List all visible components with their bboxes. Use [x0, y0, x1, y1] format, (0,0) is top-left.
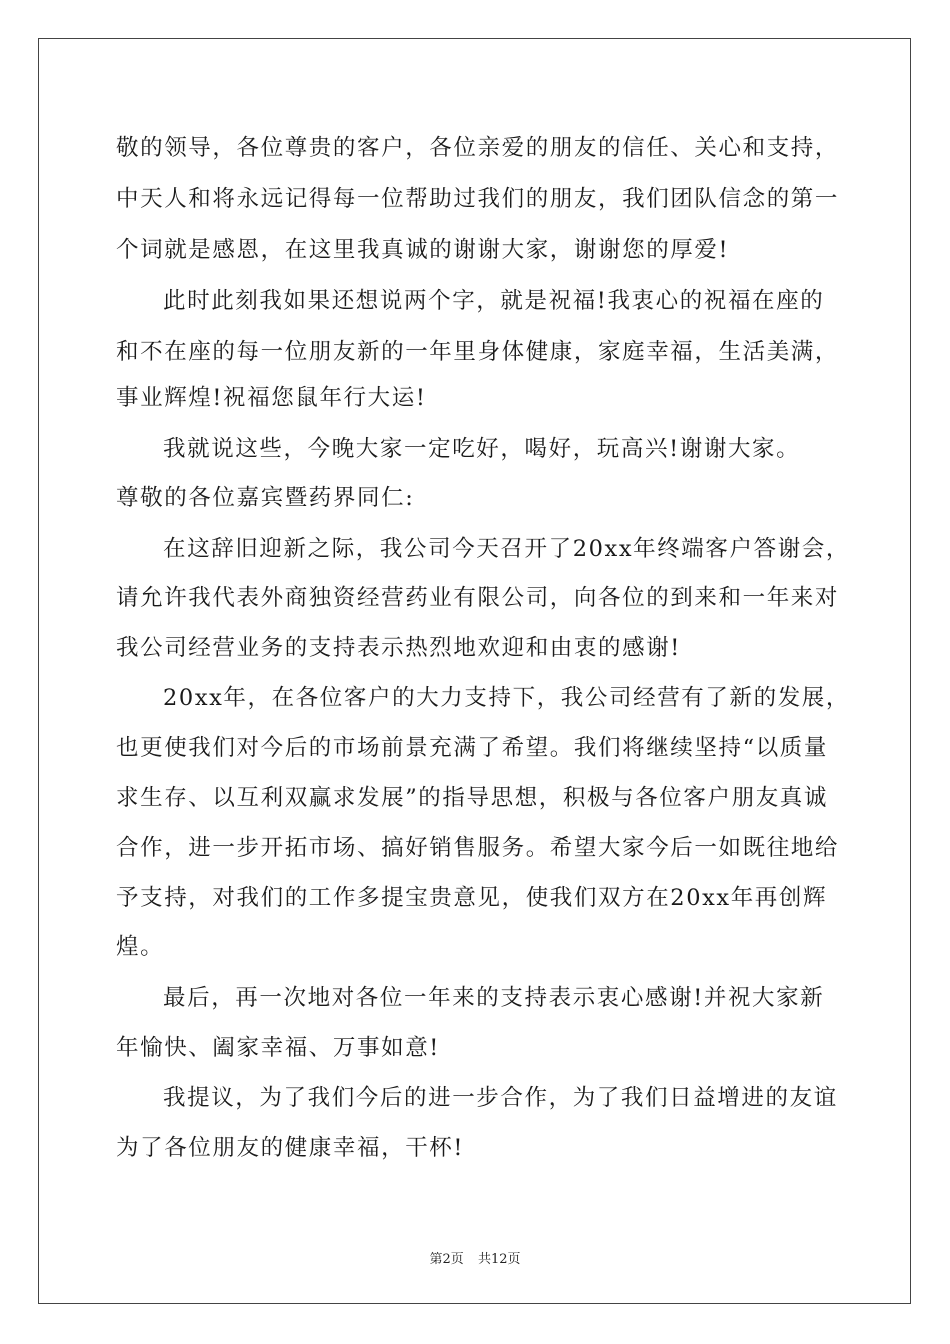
text-line: 我提议，为了我们今后的进一步合作，为了我们日益增进的友谊 — [163, 1085, 838, 1111]
page-border — [38, 38, 911, 1304]
text-line: 年愉快、阖家幸福、万事如意! — [116, 1035, 440, 1061]
page-footer — [0, 1248, 950, 1267]
text-line: 最后，再一次地对各位一年来的支持表示衷心感谢!并祝大家新 — [163, 985, 825, 1011]
text-line: 和不在座的每一位朋友新的一年里身体健康，家庭幸福，生活美满， — [116, 339, 840, 365]
text-line: 在这辞旧迎新之际，我公司今天召开了20xx年终端客户答谢会， — [163, 536, 851, 562]
text-line: 予支持，对我们的工作多提宝贵意见，使我们双方在20xx年再创辉 — [116, 885, 828, 911]
text-line: 事业辉煌!祝福您鼠年行大运! — [116, 385, 427, 411]
text-line: 我公司经营业务的支持表示热烈地欢迎和由衷的感谢! — [116, 635, 681, 661]
text-line: 20xx年，在各位客户的大力支持下，我公司经营有了新的发展， — [163, 685, 851, 711]
text-line: 合作，进一步开拓市场、搞好销售服务。希望大家今后一如既往地给 — [116, 835, 840, 861]
text-line: 尊敬的各位嘉宾暨药界同仁: — [116, 485, 415, 511]
page-number: 第2页 — [429, 1252, 464, 1267]
text-line: 我就说这些，今晚大家一定吃好，喝好，玩高兴!谢谢大家。 — [163, 436, 801, 462]
text-line: 求生存、以互利双赢求发展”的指导思想，积极与各位客户朋友真诚 — [116, 785, 829, 811]
text-line: 为了各位朋友的健康幸福，干杯! — [116, 1135, 465, 1161]
text-line: 敬的领导，各位尊贵的客户，各位亲爱的朋友的信任、关心和支持， — [116, 135, 840, 161]
text-line: 中天人和将永远记得每一位帮助过我们的朋友，我们团队信念的第一 — [116, 186, 840, 212]
text-line: 也更使我们对今后的市场前景充满了希望。我们将继续坚持“以质量 — [116, 735, 829, 761]
text-line: 请允许我代表外商独资经营药业有限公司，向各位的到来和一年来对 — [116, 585, 840, 611]
text-line: 煌。 — [116, 934, 165, 960]
page-total: 共12页 — [477, 1252, 521, 1267]
text-line: 此时此刻我如果还想说两个字，就是祝福!我衷心的祝福在座的 — [163, 288, 825, 314]
text-line: 个词就是感恩，在这里我真诚的谢谢大家，谢谢您的厚爱! — [116, 237, 730, 263]
